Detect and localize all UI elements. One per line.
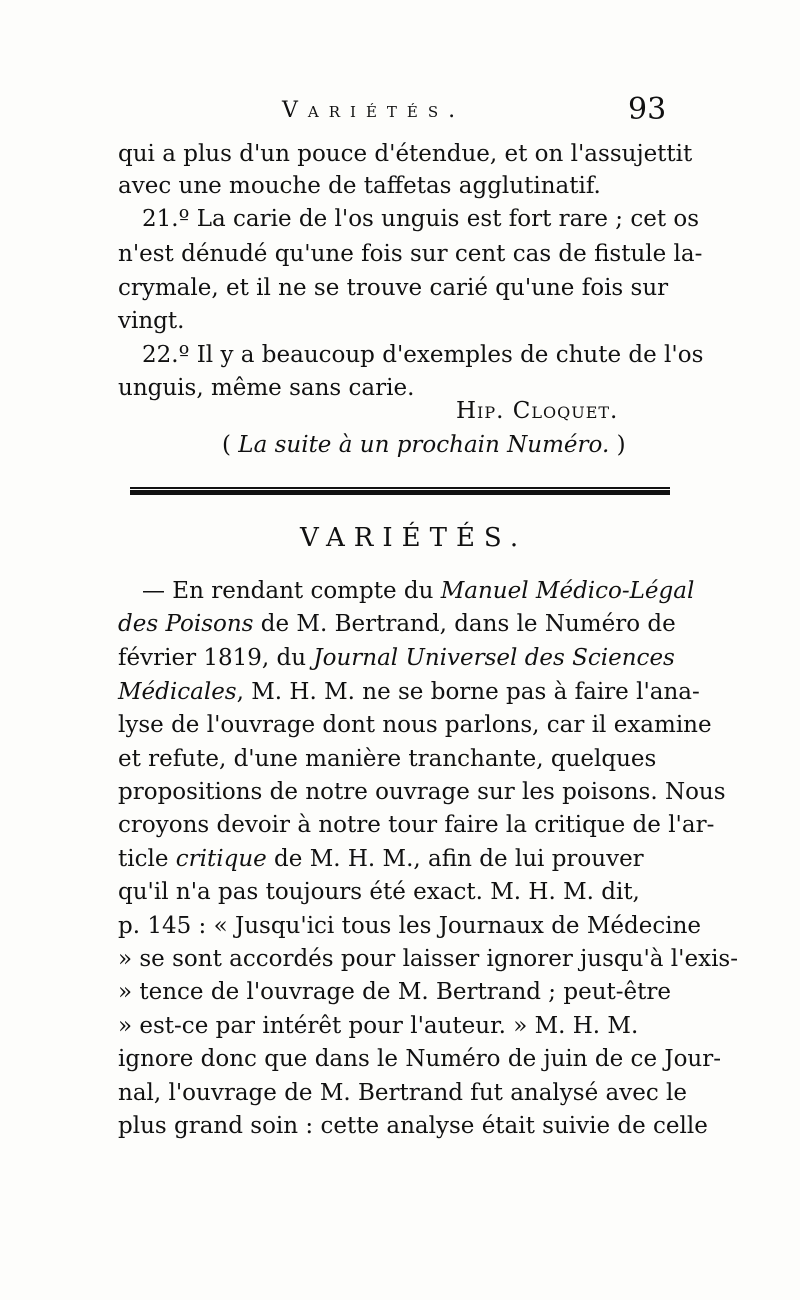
text-line — [118, 678, 700, 706]
continuation-note — [222, 432, 626, 458]
text-line: » est-ce par intérêt pour l'auteur. » M. H. M. — [118, 1013, 639, 1039]
text-line — [118, 845, 644, 873]
text-line: qu'il n'a pas toujours été exact. M. H. M. dit, — [118, 879, 640, 905]
running-head — [0, 92, 800, 132]
text-run: , M. H. M. ne se borne pas à faire l'ana- — [236, 679, 700, 705]
text-line: avec une mouche de taffetas agglutinatif. — [118, 173, 601, 199]
text-line: et refute, d'une manière tranchante, quelques — [118, 746, 657, 772]
text-line: lyse de l'ouvrage dont nous parlons, car il examine — [118, 712, 712, 738]
text-line: » tence de l'ouvrage de M. Bertrand ; peut-être — [118, 979, 671, 1005]
section-divider — [130, 487, 670, 495]
text-line: 21.º La carie de l'os unguis est fort rare ; cet os — [142, 206, 700, 232]
text-line: 22.º Il y a beaucoup d'exemples de chute de l'os — [142, 342, 704, 368]
text-line: nal, l'ouvrage de M. Bertrand fut analysé avec le — [118, 1080, 687, 1106]
text-line: unguis, même sans carie. — [118, 375, 415, 401]
text-run: — En rendant compte du — [142, 578, 441, 604]
text-run: de M. Bertrand, dans le Numéro de — [253, 611, 676, 637]
text-line: p. 145 : « Jusqu'ici tous les Journaux de Médecine — [118, 913, 701, 939]
emphasis: critique — [175, 846, 267, 872]
text-line — [118, 610, 676, 638]
author-signature: Hip. Cloquet. — [456, 398, 619, 424]
book-title: des Poisons — [118, 611, 254, 637]
text-run: de M. H. M., afin de lui prouver — [266, 846, 644, 872]
running-head-title: Variétés. — [282, 98, 466, 123]
text-line — [142, 577, 694, 605]
journal-title: Journal Universel des Sciences — [313, 645, 675, 671]
text-line: propositions de notre ouvrage sur les poisons. Nous — [118, 779, 726, 805]
text-run: ticle — [118, 846, 176, 872]
continuation-note-text: La suite à un prochain Numéro. — [238, 432, 610, 458]
text-line: ignore donc que dans le Numéro de juin de ce Jour- — [118, 1046, 722, 1072]
text-line: plus grand soin : cette analyse était suivie de celle — [118, 1113, 708, 1139]
paren-close: ) — [609, 432, 626, 458]
text-line: » se sont accordés pour laisser ignorer jusqu'à l'exis- — [118, 946, 739, 972]
page-number: 93 — [628, 92, 667, 127]
text-line: qui a plus d'un pouce d'étendue, et on l'assujettit — [118, 141, 693, 167]
journal-title: Médicales — [118, 679, 237, 705]
text-run: février 1819, du — [118, 645, 314, 671]
text-line: croyons devoir à notre tour faire la critique de l'ar- — [118, 812, 715, 838]
book-title: Manuel Médico-Légal — [440, 578, 695, 604]
text-line: vingt. — [118, 308, 185, 334]
text-line: crymale, et il ne se trouve carié qu'une fois sur — [118, 275, 669, 301]
text-line: n'est dénudé qu'une fois sur cent cas de fistule la- — [118, 241, 703, 267]
paren-open: ( — [222, 432, 239, 458]
section-heading: VARIÉTÉS. — [300, 523, 528, 553]
text-line — [118, 644, 675, 672]
